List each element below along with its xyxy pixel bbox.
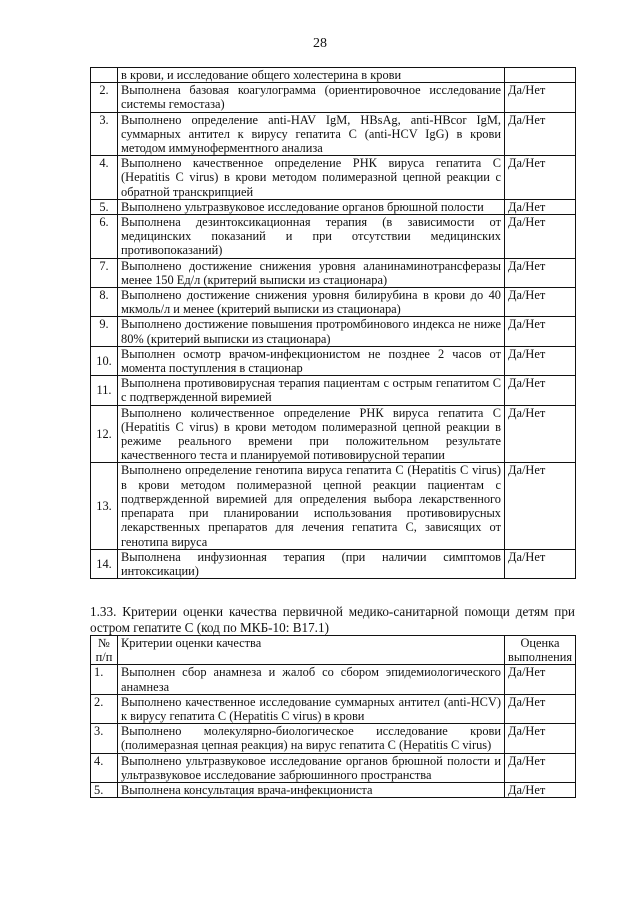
grade-cell: Да/Нет [505,694,576,723]
grade-cell: Да/Нет [505,83,576,112]
grade-cell: Да/Нет [505,405,576,463]
row-number: 13. [91,463,118,549]
grade-cell: Да/Нет [505,753,576,782]
table-header-row [91,636,576,665]
row-number: 5. [91,199,118,214]
table-row [91,549,576,578]
table-row [91,83,576,112]
header-criteria: Критерии оценки качества [118,636,505,665]
table-row [91,215,576,259]
table-row [91,156,576,200]
table-row [91,199,576,214]
criterion-text: Выполнено достижение снижения уровня билирубина в крови до 40 мкмоль/л и менее (критерий выписки из стационара) [118,288,505,317]
grade-cell: Да/Нет [505,783,576,798]
grade-cell: Да/Нет [505,112,576,156]
criterion-text: Выполнена консультация врача-инфекциониста [118,783,505,798]
grade-cell: Да/Нет [505,215,576,259]
table-row [91,724,576,753]
criterion-text: Выполнено достижение снижения уровня аланинаминотрансферазы менее 150 Ед/л (критерий выписки из стационара) [118,258,505,287]
table-row [91,405,576,463]
criterion-text: Выполнено ультразвуковое исследование органов брюшной полости и ультразвуковое исследование забрюшинного пространства [118,753,505,782]
criterion-text: Выполнен осмотр врачом-инфекционистом не позднее 2 часов от момента поступления в стационар [118,346,505,375]
grade-cell: Да/Нет [505,463,576,549]
grade-cell: Да/Нет [505,156,576,200]
row-number: 9. [91,317,118,346]
criteria-table-continued [90,67,576,579]
grade-cell: Да/Нет [505,549,576,578]
grade-cell: Да/Нет [505,376,576,405]
criterion-text: Выполнена базовая коагулограмма (ориентировочное исследование системы гемостаза) [118,83,505,112]
grade-cell: Да/Нет [505,346,576,375]
criterion-text: Выполнено качественное исследование суммарных антител (anti-HCV) к вирусу гепатита С (Hepatitis С virus) в крови [118,694,505,723]
row-number: 6. [91,215,118,259]
row-number: 8. [91,288,118,317]
row-number: 7. [91,258,118,287]
table-row [91,346,576,375]
table-row [91,68,576,83]
grade-cell: Да/Нет [505,288,576,317]
page-number: 28 [313,36,327,51]
section-heading: 1.33. Критерии оценки качества первичной медико-санитарной помощи детям при остром гепатите С (код по МКБ-10: В17.1) [90,604,575,635]
row-number [91,68,118,83]
criteria-table-children [90,635,576,798]
row-number: 3. [91,724,118,753]
table-row [91,317,576,346]
table-row [91,376,576,405]
criterion-text: в крови, и исследование общего холестерина в крови [118,68,505,83]
grade-cell: Да/Нет [505,317,576,346]
table-row [91,463,576,549]
criterion-text: Выполнена дезинтоксикационная терапия (в зависимости от медицинских показаний и при отсутствии медицинских противопоказаний) [118,215,505,259]
header-grade: Оценка выполнения [505,636,576,665]
table-row [91,753,576,782]
header-number: № п/п [91,636,118,665]
table-row [91,783,576,798]
table-row [91,258,576,287]
table-row [91,288,576,317]
row-number: 10. [91,346,118,375]
row-number: 3. [91,112,118,156]
criterion-text: Выполнено качественное определение РНК вируса гепатита С (Hepatitis С virus) в крови методом полимеразной цепной реакции с обратной транскрипцией [118,156,505,200]
grade-cell: Да/Нет [505,199,576,214]
criterion-text: Выполнено ультразвуковое исследование органов брюшной полости [118,199,505,214]
row-number: 14. [91,549,118,578]
criterion-text: Выполнено определение генотипа вируса гепатита С (Hepatitis С virus) в крови методом полимеразной цепной реакции пациентам с подтвержденной виремией для определения выбора лекарственного препарата при планировании использования противовирусных лекарственных препаратов для лечения гепатита С, зависящих от генотипа вируса [118,463,505,549]
row-number: 2. [91,83,118,112]
grade-cell [505,68,576,83]
criterion-text: Выполнена противовирусная терапия пациентам с острым гепатитом С с подтвержденной виремией [118,376,505,405]
row-number: 4. [91,156,118,200]
row-number: 11. [91,376,118,405]
criterion-text: Выполнено достижение повышения протромбинового индекса не ниже 80% (критерий выписки из стационара) [118,317,505,346]
grade-cell: Да/Нет [505,258,576,287]
grade-cell: Да/Нет [505,724,576,753]
table-row [91,112,576,156]
row-number: 2. [91,694,118,723]
criterion-text: Выполнено количественное определение РНК вируса гепатита С (Hepatitis С virus) в крови методом полимеразной цепной реакции в режиме реального времени при положительном результате качественного теста и планируемой потивовирусной терапии [118,405,505,463]
row-number: 4. [91,753,118,782]
row-number: 1. [91,665,118,694]
table-row [91,665,576,694]
criterion-text: Выполнено молекулярно-биологическое исследование крови (полимеразная цепная реакция) на вирус гепатита С (Hepatitis С virus) [118,724,505,753]
row-number: 5. [91,783,118,798]
criterion-text: Выполнен сбор анамнеза и жалоб со сбором эпидемиологического анамнеза [118,665,505,694]
row-number: 12. [91,405,118,463]
table-row [91,694,576,723]
grade-cell: Да/Нет [505,665,576,694]
criterion-text: Выполнено определение anti-HAV IgM, HBsAg, anti-HBcor IgM, суммарных антител к вирусу гепатита С (anti-HCV IgG) в крови методом иммуноферментного анализа [118,112,505,156]
criterion-text: Выполнена инфузионная терапия (при наличии симптомов интоксикации) [118,549,505,578]
